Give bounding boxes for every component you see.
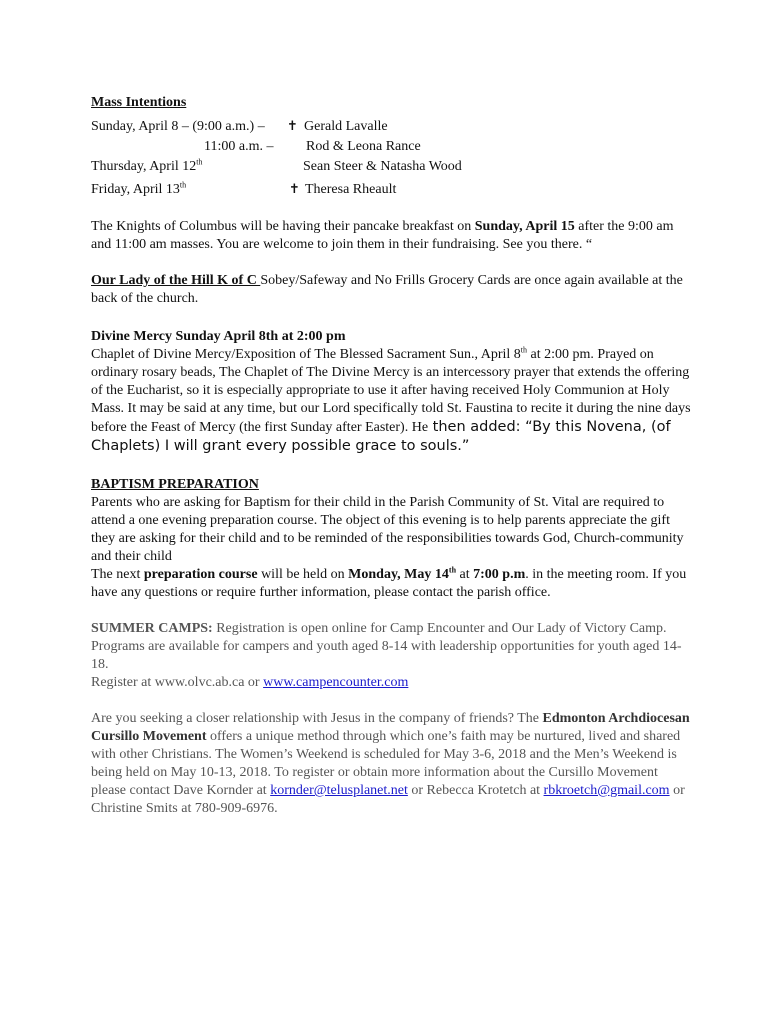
mass-intention-name: Sean Steer & Natasha Wood <box>303 159 462 174</box>
grocery-cards-paragraph: Our Lady of the Hill K of C Sobey/Safeway and No Frills Grocery Cards are once again available at the back of the church. <box>91 273 683 306</box>
mass-intentions-section <box>91 94 691 203</box>
mass-intention-name: Gerald Lavalle <box>304 119 388 134</box>
mass-day: Friday, April 13th <box>91 180 187 197</box>
baptism-course-paragraph: The next preparation course will be held on Monday, May 14th at 7:00 p.m. in the meeting room. If you have any questions or require further information, please contact the parish office. <box>91 565 687 600</box>
baptism-heading: BAPTISM PREPARATION <box>91 477 259 492</box>
divine-mercy-heading: Divine Mercy Sunday April 8th at 2:00 pm <box>91 329 346 344</box>
summer-camps-register: Register at www.olvc.ab.ca or www.campencounter.com <box>91 675 409 690</box>
bulletin-page <box>91 94 691 818</box>
baptism-paragraph: Parents who are asking for Baptism for their child in the Parish Community of St. Vital are required to attend a one evening preparation course. The object of this evening is to help parents appreciate the gift they are asking for their child and to be reminded of the responsibilities towards God, Church-community and their child <box>91 495 684 564</box>
summer-camps-heading: SUMMER CAMPS: <box>91 621 213 636</box>
knights-paragraph: The Knights of Columbus will be having their pancake breakfast on Sunday, April 15 after the 9:00 am and 11:00 am masses. You are welcome to join them in their fundraising. See you there. “ <box>91 219 674 252</box>
summer-camps-paragraph: SUMMER CAMPS: Registration is open online for Camp Encounter and Our Lady of Victory Camp. Programs are available for campers and youth aged 8-14 with leadership opportunities for youth aged 14-18. <box>91 621 682 672</box>
mass-row-friday <box>91 178 691 203</box>
grocery-cards-heading: Our Lady of the Hill K of C <box>91 273 261 288</box>
mass-row-thursday <box>91 158 691 178</box>
baptism-section <box>91 476 691 602</box>
mass-intention-name: Theresa Rheault <box>305 182 397 197</box>
cursillo-paragraph: Are you seeking a closer relationship with Jesus in the company of friends? The Edmonton Archdiocesan Cursillo Movement offers a unique method through which one’s faith may be nurtured, lived and shared with other Christians. The Women’s Weekend is scheduled for May 3-6, 2018 and the Men’s Weekend is being held on May 10-13, 2018. To register or obtain more information about the Cursillo Movement please contact Dave Kornder at kornder@telusplanet.net or Rebecca Krotetch at rbkroetch@gmail.com or Christine Smits at 780-909-6976. <box>91 711 690 816</box>
cross-icon: ✝ <box>287 119 298 134</box>
mass-row-sunday <box>91 118 691 138</box>
cross-icon: ✝ <box>289 182 300 197</box>
mass-day: Thursday, April 12th <box>91 157 203 174</box>
mass-row-sunday-late <box>91 138 691 158</box>
mass-intentions-heading: Mass Intentions <box>91 95 187 110</box>
divine-mercy-paragraph: Chaplet of Divine Mercy/Exposition of The Blessed Sacrament Sun., April 8th at 2:00 pm. Prayed on ordinary rosary beads, The Chaplet of The Divine Mercy is an intercessory prayer that extends the offering of the Eucharist, so it is especially appropriate to use it after having received Holy Communion at Holy Mass. It may be said at any time, but our Lord specifically told St. Faustina to recite it during the nine days before the Feast of Mercy (the first Sunday after Easter). He then added: “By this Novena, (of Chaplets) I will grant every possible grace to souls.” <box>91 345 691 454</box>
divine-mercy-section <box>91 328 691 456</box>
campencounter-link[interactable]: www.campencounter.com <box>263 675 409 690</box>
kornder-email-link[interactable]: kornder@telusplanet.net <box>270 783 408 798</box>
mass-time: 11:00 a.m. – <box>204 139 274 154</box>
mass-day: Sunday, April 8 – (9:00 a.m.) – <box>91 119 265 134</box>
mass-intention-name: Rod & Leona Rance <box>306 139 421 154</box>
rbkroetch-email-link[interactable]: rbkroetch@gmail.com <box>543 783 670 798</box>
summer-camps-section <box>91 620 691 692</box>
